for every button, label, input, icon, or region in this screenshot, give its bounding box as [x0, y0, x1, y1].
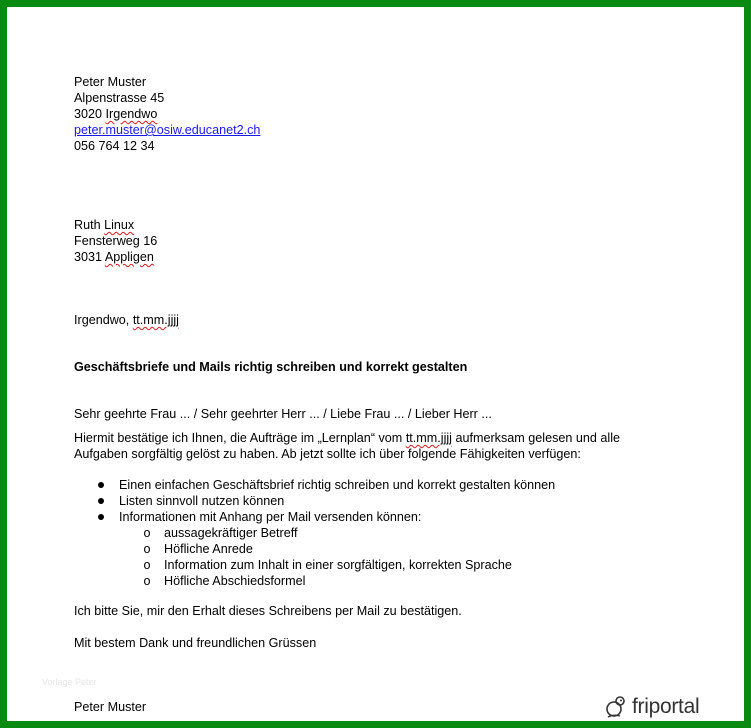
- logo-text: [632, 695, 699, 719]
- sender-postcode: 3020: [74, 107, 106, 121]
- bullet-item-3: Informationen mit Anhang per Mail versenden können:: [119, 510, 422, 524]
- body-line-1-start: Hiermit bestätige ich Ihnen, die Aufträge im „Lernplan“ vom: [74, 431, 406, 445]
- date-place: Irgendwo,: [74, 313, 133, 327]
- subject-line: Geschäftsbriefe und Mails richtig schreiben und korrekt gestalten: [74, 360, 468, 374]
- request-line: Ich bitte Sie, mir den Erhalt dieses Schreibens per Mail zu bestätigen.: [74, 604, 462, 618]
- salutation: Sehr geehrte Frau ... / Sehr geehrter Herr ... / Liebe Frau ... / Lieber Herr ...: [74, 407, 492, 421]
- sub-bullet-marker: o: [143, 574, 151, 588]
- sub-bullet-marker: o: [143, 526, 151, 540]
- date-line: [74, 312, 179, 328]
- recipient-last-name: Linux: [104, 218, 135, 232]
- closing-line: Mit bestem Dank und freundlichen Grüssen: [74, 636, 317, 650]
- sender-city: [74, 106, 157, 122]
- sender-street: Alpenstrasse 45: [74, 91, 165, 105]
- body-date: tt.mm.jjjj: [405, 431, 452, 445]
- sender-name: Peter Muster: [74, 75, 147, 89]
- bullet-dot: [98, 482, 104, 488]
- recipient-name: [74, 217, 134, 233]
- sub-bullet-item-3: Information zum Inhalt in einer sorgfältigen, korrekten Sprache: [164, 558, 512, 572]
- recipient-street: Fensterweg 16: [74, 234, 158, 248]
- bullet-dot: [98, 514, 104, 520]
- sender-email-link[interactable]: peter.muster@osiw.educanet2.ch: [74, 123, 261, 137]
- recipient-postcode: 3031: [74, 250, 105, 264]
- sub-bullet-marker: o: [143, 542, 151, 556]
- friportal-logo: [604, 694, 714, 720]
- sender-phone: 056 764 12 34: [74, 139, 155, 153]
- recipient-city: [74, 249, 154, 265]
- sender-city-name: Irgendwo: [105, 107, 158, 121]
- sub-bullet-marker: o: [143, 558, 151, 572]
- logo-portal: portal: [648, 695, 700, 718]
- body-line-1-end: aufmerksam gelesen und alle: [451, 431, 620, 445]
- bird-icon: [604, 694, 630, 720]
- signature-overlay: Vorlage Peter: [42, 677, 97, 687]
- signature-name: Peter Muster: [74, 700, 147, 714]
- logo-fri: fri: [632, 695, 649, 718]
- sub-bullet-item-2: Höfliche Anrede: [164, 542, 253, 556]
- bullet-item-2: Listen sinnvoll nutzen können: [119, 494, 285, 508]
- sub-bullet-item-1: aussagekräftiger Betreff: [164, 526, 298, 540]
- sub-bullet-item-4: Höfliche Abschiedsformel: [164, 574, 306, 588]
- body-line-1: [74, 430, 620, 446]
- recipient-first-name: Ruth: [74, 218, 105, 232]
- bullet-dot: [98, 498, 104, 504]
- body-line-2: Aufgaben sorgfältig gelöst zu haben. Ab jetzt sollte ich über folgende Fähigkeiten verfügen:: [74, 447, 581, 461]
- bullet-item-1: Einen einfachen Geschäftsbrief richtig schreiben und korrekt gestalten können: [119, 478, 556, 492]
- recipient-city-name: Appligen: [104, 250, 154, 264]
- date-value: tt.mm.jjjj: [132, 313, 179, 327]
